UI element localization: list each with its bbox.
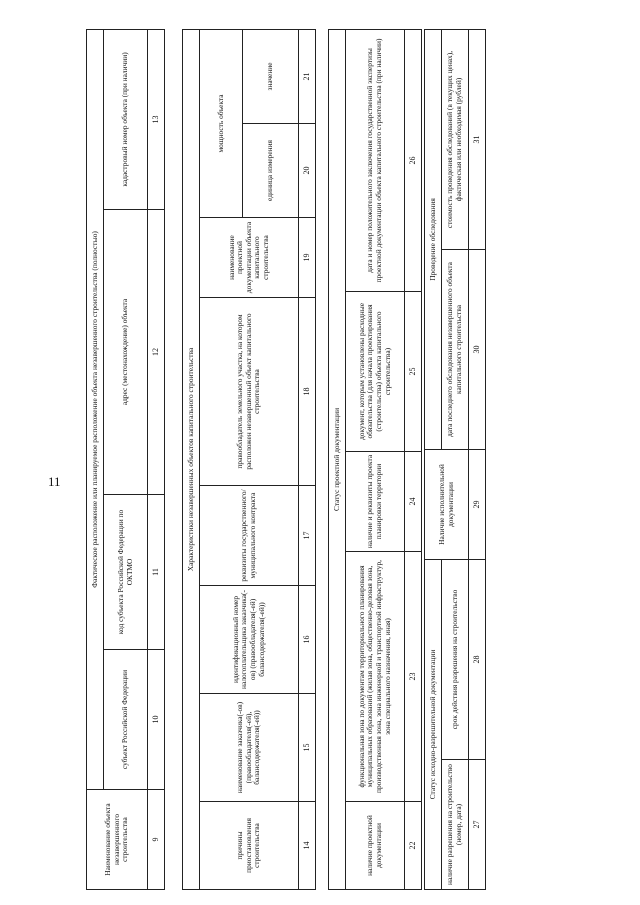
header-land-owner: правообладатель земельного участка, на котором расположен незавершенный объект капитального строительства (200, 298, 299, 486)
header-permit-group: Статус исходно-разрешительной документации (425, 560, 442, 890)
header-project-doc-name: наименование проектной документации объекта капитального строительства (200, 218, 299, 298)
col-number: 30 (469, 250, 486, 450)
col-number: 26 (405, 29, 422, 291)
col-number: 28 (469, 560, 486, 760)
col-number: 31 (469, 29, 486, 249)
header-expertise-conclusion: дата и номер положительного заключения государственной экспертизы проектной документации объекта капитального строительства (при наличии) (346, 29, 405, 291)
header-customer-inn: идентификационный номер налогоплательщика заказчика(-ов) (правообладателя(-ей) балансодержателя(-ей)) (200, 586, 299, 694)
col-number: 29 (469, 450, 486, 560)
header-building-permit: наличие разрешения на строительство (номер, дата) (442, 760, 469, 890)
col-number: 20 (299, 124, 316, 218)
header-address: адрес (местонахождение) объекта (104, 210, 148, 495)
header-functional-zone: функциональная зона по документам территориального планирования муниципальных образований (жилая зона, общественно-деловая зона, производственная зона, зона инженерной и транспортной инфраструктур, зона специального назначения, иная) (346, 552, 405, 802)
header-permit-validity: срок действия разрешения на строительство (442, 560, 469, 760)
col-number: 16 (299, 586, 316, 694)
col-number: 24 (405, 452, 422, 552)
header-project-doc-group: Статус проектной документации (329, 29, 346, 889)
col-number: 15 (299, 694, 316, 802)
col-number: 12 (148, 210, 165, 495)
col-number: 19 (299, 218, 316, 298)
header-project-doc-availability: наличие проектной документации (346, 802, 405, 890)
location-table (86, 29, 165, 890)
col-number: 25 (405, 292, 422, 452)
header-unit: единица измерения (243, 124, 299, 218)
header-planning-project: наличие и реквизиты проекта планировки территории (346, 452, 405, 552)
header-expense-document: документ, которым установлены расходные обязательства (для начала проектирования (строительства) объекта капитального строительства) (346, 292, 405, 452)
header-cadastral: кадастровый номер объекта (при наличии) (104, 29, 148, 209)
col-number: 21 (299, 29, 316, 123)
header-value: значение (243, 29, 299, 123)
header-suspension-reasons: причины приостановления строительства (200, 802, 299, 890)
header-region: субъект Российской Федерации (104, 650, 148, 790)
page-number: 11 (48, 474, 61, 489)
header-executive-docs: Наличие исполнительной документации (425, 450, 469, 560)
header-inspection-cost: стоимость проведения обследований (в текущих ценах), фактическая или необходимая (рублей) (442, 29, 469, 249)
col-number: 13 (148, 29, 165, 209)
col-number: 22 (405, 802, 422, 890)
col-number: 27 (469, 760, 486, 890)
header-object-name: Наименование объекта незавершенного строительства (87, 790, 148, 890)
col-number: 17 (299, 486, 316, 586)
header-customer-name: наименование заказчика(-ов) (правообладателя(-ей), балансодержателя(-ей)) (200, 694, 299, 802)
header-contract: реквизиты государственного/муниципального контракта (200, 486, 299, 586)
col-number: 11 (148, 495, 165, 650)
col-number: 18 (299, 298, 316, 486)
col-number: 9 (148, 790, 165, 890)
header-location-group: Фактическое расположение или планируемое расположение объекта незавершенного строительства (полностью) (87, 29, 104, 789)
col-number: 10 (148, 650, 165, 790)
header-oktmo: код субъекта Российской Федерации по ОКТМО (104, 495, 148, 650)
header-last-inspection-date: дата последнего обследования незавершенного объекта капитального строительства (442, 250, 469, 450)
characteristics-table (182, 29, 316, 890)
permit-and-inspection-table (424, 29, 486, 890)
col-number: 23 (405, 552, 422, 802)
header-inspection-group: Проведение обследования (425, 29, 442, 449)
col-number: 14 (299, 802, 316, 890)
rotated-content (86, 30, 482, 890)
header-capacity: мощность объекта (200, 29, 243, 217)
header-characteristics-group: Характеристики незавершенных объектов капитального строительства (183, 29, 200, 889)
project-doc-status-table (328, 29, 422, 890)
